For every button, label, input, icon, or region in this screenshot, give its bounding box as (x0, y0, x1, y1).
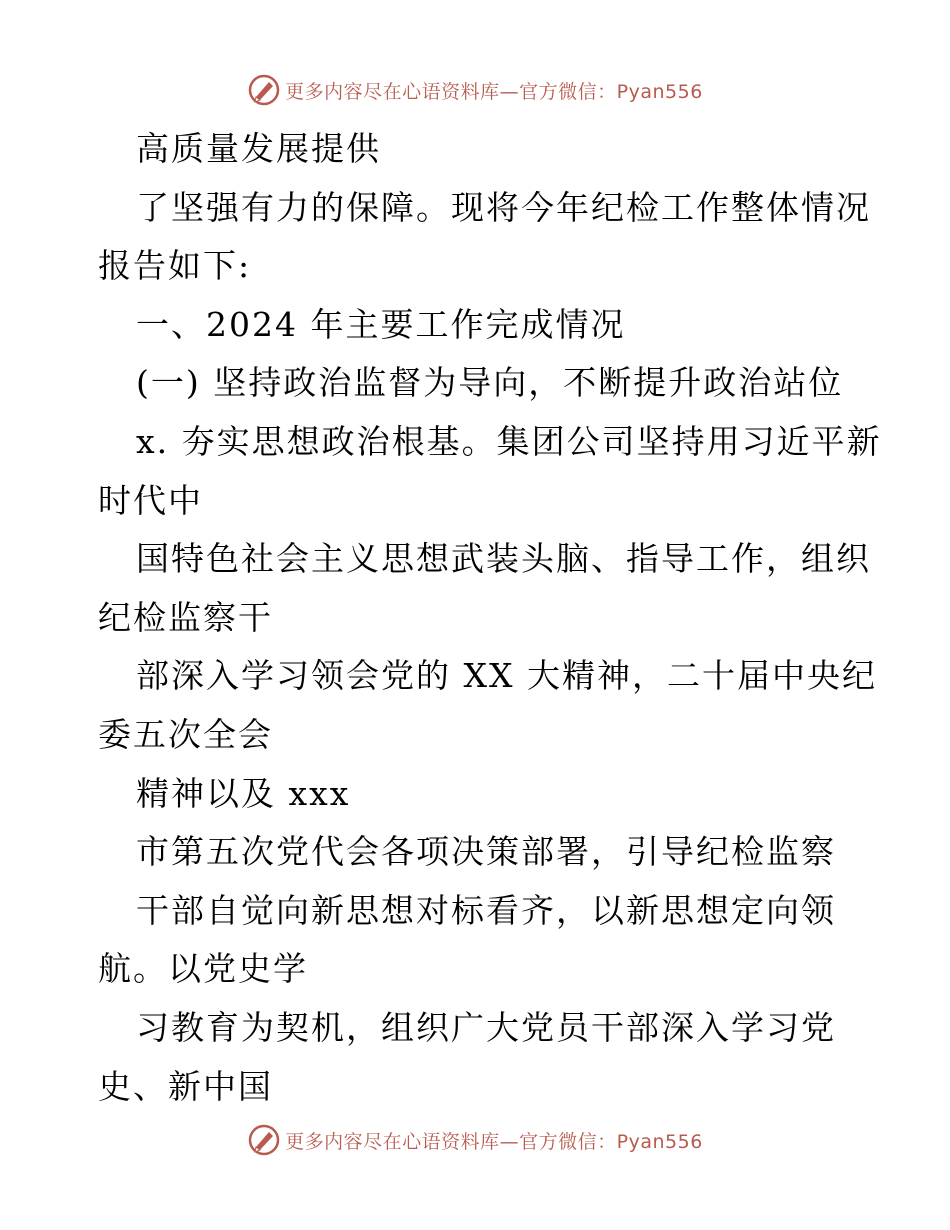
body-line: 市第五次党代会各项决策部署，引导纪检监察 (136, 832, 836, 872)
header-banner-text: 更多内容尽在心语资料库—官方微信：Pyan556 (285, 80, 703, 103)
body-line: 习教育为契机，组织广大党员干部深入学习党 (136, 1007, 836, 1047)
pen-logo-icon (247, 73, 281, 107)
body-line: 了坚强有力的保障。现将今年纪检工作整体情况 (136, 187, 871, 227)
body-line: 国特色社会主义思想武装头脑、指导工作，组织 (136, 539, 871, 579)
subsection-heading: (一) 坚持政治监督为导向，不断提升政治站位 (136, 363, 844, 403)
body-line: 纪检监察干 (98, 597, 273, 637)
body-line: 委五次全会 (98, 714, 273, 754)
footer-banner-text: 更多内容尽在心语资料库—官方微信：Pyan556 (285, 1130, 703, 1153)
pen-logo-icon (247, 1123, 281, 1157)
body-line: 干部自觉向新思想对标看齐，以新思想定向领 (136, 890, 836, 930)
body-line: 高质量发展提供 (136, 129, 381, 168)
body-line: 史、新中国 (98, 1066, 273, 1106)
document-body (98, 120, 882, 1116)
header-banner (0, 68, 950, 112)
body-line: 精神以及 xxx (136, 773, 351, 813)
body-line: 报告如下: (98, 246, 252, 286)
body-line: 时代中 (98, 480, 203, 520)
body-line: 航。以党史学 (98, 949, 308, 989)
section-heading: 一、2024 年主要工作完成情况 (136, 304, 626, 344)
footer-banner (0, 1118, 950, 1162)
body-line: x. 夯实思想政治根基。集团公司坚持用习近平新 (136, 421, 882, 461)
body-line: 部深入学习领会党的 XX 大精神，二十届中央纪 (136, 656, 877, 696)
